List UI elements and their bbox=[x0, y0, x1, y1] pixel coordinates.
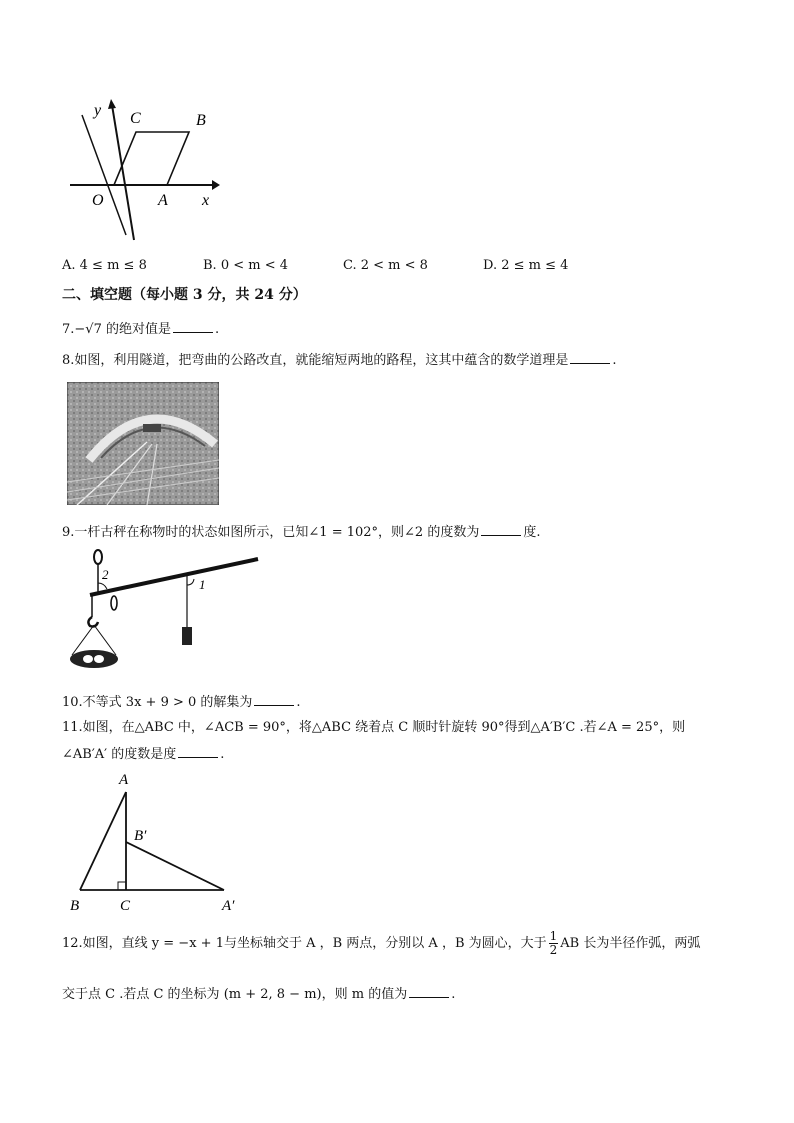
label-y: y bbox=[94, 102, 102, 119]
q6-option-a: A. 4 ≤ m ≤ 8 bbox=[62, 258, 147, 273]
q7-prefix: 7. bbox=[62, 322, 75, 337]
tunnel-photo bbox=[67, 382, 219, 505]
q7-end: . bbox=[215, 322, 220, 337]
q6-option-d: D. 2 ≤ m ≤ 4 bbox=[483, 258, 569, 273]
fraction-denominator: 2 bbox=[549, 943, 558, 957]
angle-1-label: 1 bbox=[199, 577, 206, 592]
label-a: A bbox=[158, 192, 168, 209]
label-x: x bbox=[202, 192, 210, 209]
q12-line2-text: 交于点 C .若点 C 的坐标为 (m + 2, 8 − m)，则 m 的值为 bbox=[62, 987, 408, 1002]
q12-end: . bbox=[451, 987, 456, 1002]
q8-answer-blank[interactable] bbox=[570, 351, 610, 364]
right-angle-mark bbox=[118, 882, 126, 890]
fraction-numerator: 1 bbox=[549, 929, 558, 943]
q10-text: 10.不等式 3x + 9 > 0 的解集为 bbox=[62, 695, 253, 710]
label-b-prime: B′ bbox=[134, 828, 147, 844]
angle-2-label: 2 bbox=[102, 567, 109, 582]
tunnel-sign bbox=[143, 424, 161, 432]
q7-answer-blank[interactable] bbox=[173, 320, 213, 333]
question-7 bbox=[62, 318, 219, 337]
q12-answer-blank[interactable] bbox=[409, 985, 449, 998]
question-12-line-1 bbox=[62, 930, 700, 957]
counterweight bbox=[182, 627, 192, 645]
label-a-prime: A′ bbox=[222, 898, 235, 914]
question-12-line-2 bbox=[62, 983, 455, 1002]
hook bbox=[88, 617, 98, 627]
q9-text: 9.一杆古秤在称物时的状态如图所示，已知∠1 = 102°，则∠2 的度数为 bbox=[62, 525, 480, 540]
label-b: B bbox=[196, 112, 206, 129]
q10-answer-blank[interactable] bbox=[254, 693, 294, 706]
side-ab bbox=[80, 792, 126, 890]
photo-background bbox=[67, 382, 219, 505]
q10-end: . bbox=[296, 695, 301, 710]
rotated-triangles-figure bbox=[62, 768, 262, 918]
hanging-loop bbox=[94, 550, 102, 564]
q8-end: . bbox=[612, 353, 617, 368]
label-c: C bbox=[130, 110, 141, 127]
section-title: 二、填空题（每小题 3 分，共 24 分） bbox=[62, 287, 307, 303]
line-through-origin bbox=[82, 115, 126, 235]
pan-item bbox=[83, 655, 93, 663]
question-8 bbox=[62, 349, 617, 368]
question-10 bbox=[62, 691, 301, 710]
q8-text: 8.如图，利用隧道，把弯曲的公路改直，就能缩短两地的路程，这其中蕴含的数学道理是 bbox=[62, 353, 569, 368]
label-a: A bbox=[119, 772, 129, 788]
q11-answer-blank[interactable] bbox=[178, 745, 218, 758]
question-9 bbox=[62, 521, 540, 540]
q11-end: . bbox=[220, 747, 225, 762]
question-11-line-1: 11.如图，在△ABC 中，∠ACB = 90°，将△ABC 绕着点 C 顺时针旋转 90°得到△A′B′C .若∠A = 25°，则 bbox=[62, 720, 686, 735]
label-b: B bbox=[70, 898, 80, 914]
q12-fraction-half bbox=[549, 930, 559, 957]
q6-option-b: B. 0 < m < 4 bbox=[203, 258, 289, 273]
q7-text: 的绝对值是 bbox=[101, 322, 171, 337]
side-bprime-aprime bbox=[126, 842, 224, 890]
second-loop bbox=[111, 596, 117, 610]
q7-expression: −√7 bbox=[74, 322, 102, 337]
x-axis-arrow bbox=[212, 180, 220, 190]
y-axis-arrow bbox=[108, 99, 116, 109]
q12-part2: AB 长为半径作弧，两弧 bbox=[560, 936, 701, 951]
q12-part1: 12.如图，直线 y = −x + 1与坐标轴交于 A ，B 两点，分别以 A ，B 为圆心，大于 bbox=[62, 936, 547, 951]
steelyard-beam bbox=[90, 559, 258, 595]
parallelogram-oabc bbox=[114, 132, 189, 185]
question-11-line-2 bbox=[62, 743, 224, 762]
q6-option-c: C. 2 < m < 8 bbox=[343, 258, 428, 273]
q11-line2-text: ∠AB′A′ 的度数是度 bbox=[62, 747, 177, 762]
steelyard-figure bbox=[62, 545, 267, 675]
angle-2-arc bbox=[98, 583, 107, 589]
q6-coordinate-figure bbox=[62, 95, 227, 245]
q9-answer-blank[interactable] bbox=[481, 523, 521, 536]
angle-1-arc bbox=[187, 579, 194, 585]
label-o: O bbox=[92, 192, 104, 209]
label-c: C bbox=[120, 898, 131, 914]
q9-end: 度. bbox=[523, 525, 541, 540]
pan-item bbox=[94, 655, 104, 663]
